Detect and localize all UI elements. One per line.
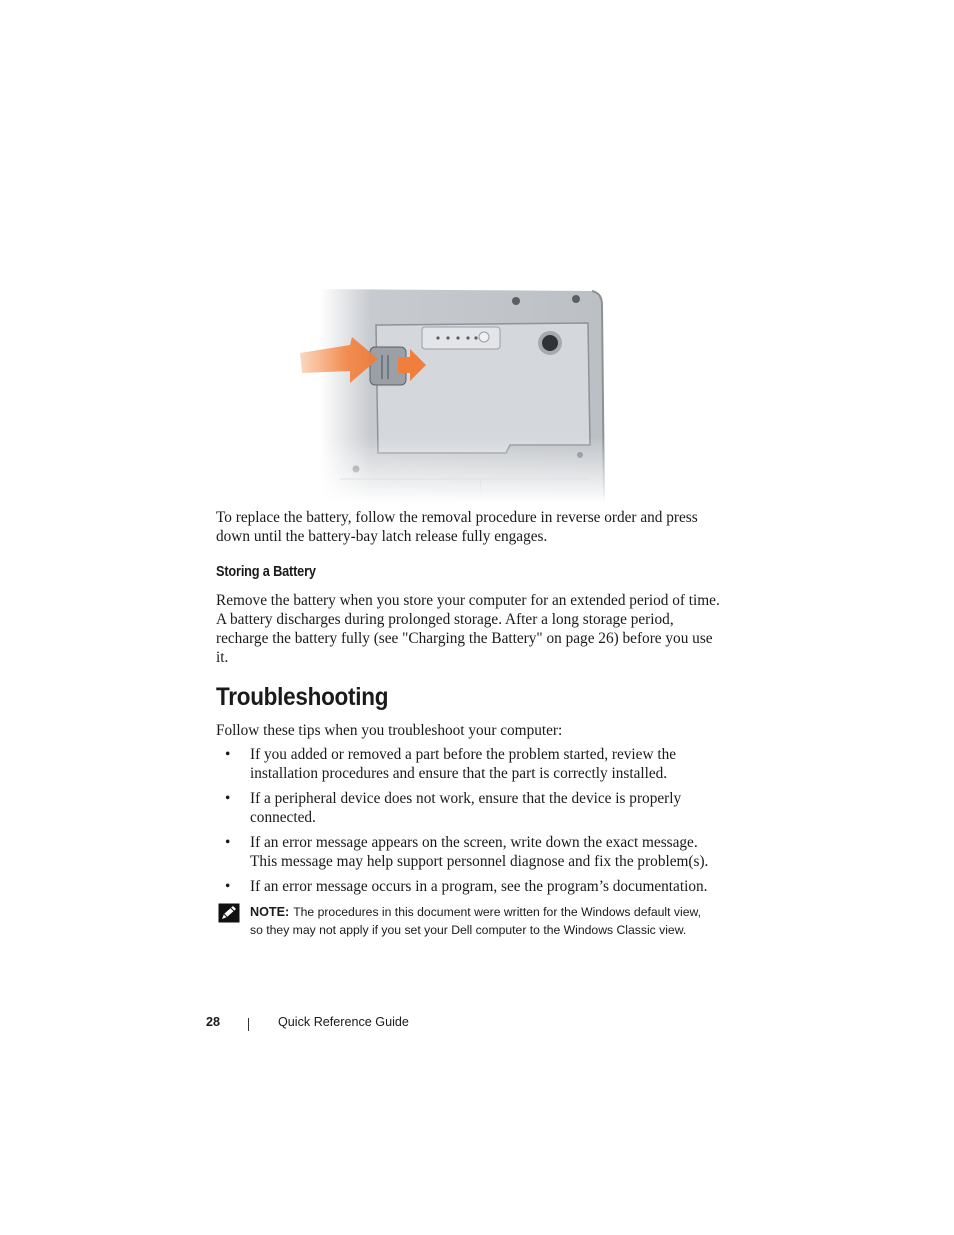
page-footer <box>0 1015 954 1035</box>
battery-replacement-illustration <box>300 283 610 503</box>
footer-divider <box>248 1018 249 1031</box>
note-text <box>250 904 715 939</box>
bullet-icon: • <box>225 878 231 895</box>
list-item: • If an error message appears on the screen, write down the exact message. This message may help support personnel diagnose and fix the problem(s). <box>225 834 709 870</box>
storing-battery-paragraph: Remove the battery when you store your computer for an extended period of time. A battery discharges during prolonged storage. After a long storage period, recharge the battery fully (see "Charging the Battery" on page 26) before you use it. <box>216 592 720 666</box>
page-number: 28 <box>206 1015 221 1029</box>
list-item: • If a peripheral device does not work, ensure that the device is properly connected. <box>225 790 682 826</box>
replace-battery-paragraph: To replace the battery, follow the removal procedure in reverse order and press down until the battery-bay latch release fully engages. <box>216 509 698 545</box>
troubleshooting-heading: Troubleshooting <box>216 683 389 711</box>
bullet-icon: • <box>225 746 231 763</box>
footer-title: Quick Reference Guide <box>278 1015 409 1029</box>
note-body: The procedures in this document were written for the Windows default view, so they may not apply if you set your Dell computer to the Windows Classic view. <box>250 905 701 937</box>
troubleshoot-intro-paragraph: Follow these tips when you troubleshoot your computer: <box>216 722 563 739</box>
bullet-icon: • <box>225 790 231 807</box>
list-item: • If you added or removed a part before the problem started, review the installation procedures and ensure that the part is correctly installed. <box>225 746 677 782</box>
storing-battery-heading: Storing a Battery <box>216 564 316 580</box>
bullet-icon: • <box>225 834 231 851</box>
list-item: • If an error message occurs in a program, see the program’s documentation. <box>225 878 708 895</box>
note-label: NOTE: <box>250 905 290 919</box>
troubleshooting-tips-list <box>216 745 726 902</box>
pencil-note-icon <box>218 903 240 923</box>
